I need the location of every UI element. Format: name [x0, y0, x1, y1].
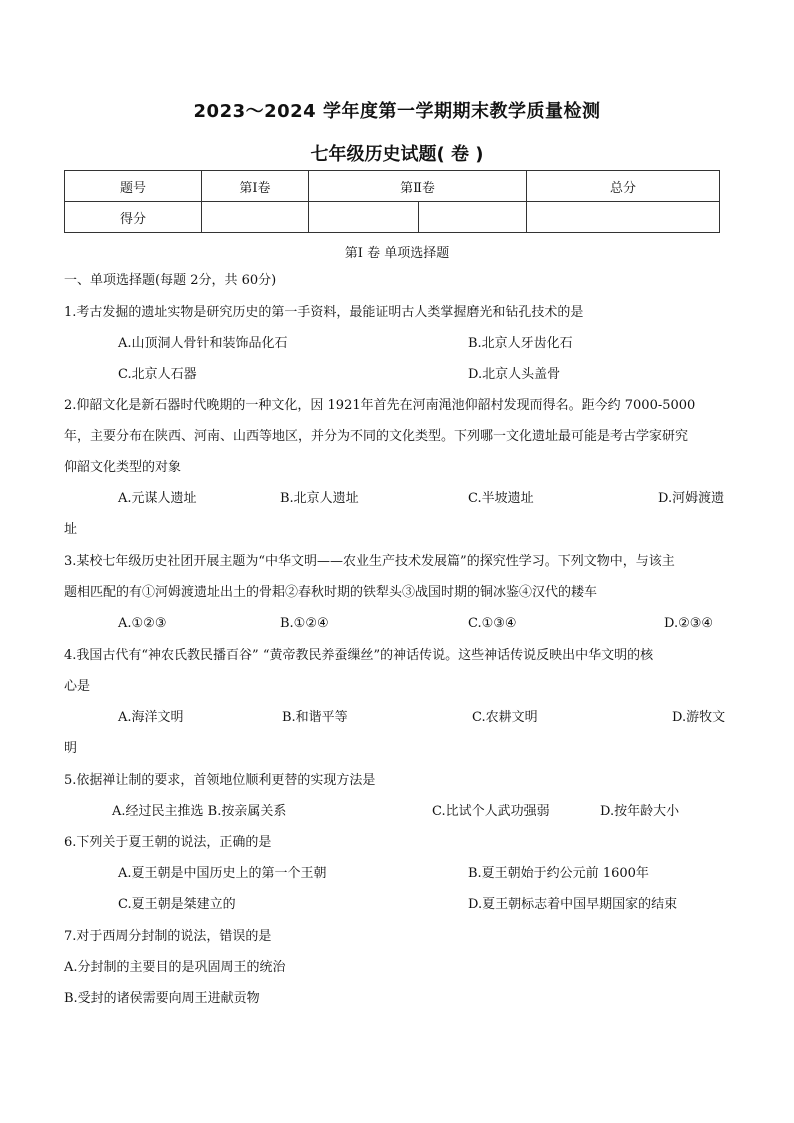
question-stem: 2.仰韶文化是新石器时代晚期的一种文化，因 1921年首先在河南渑池仰韶村发现而得名。距今约 7000-5000: [64, 398, 696, 413]
exam-title: 2023～2024 学年度第一学期期末教学质量检测: [193, 101, 601, 122]
option-d[interactable]: D.河姆渡遗: [658, 491, 725, 506]
option-b[interactable]: B.北京人牙齿化石: [468, 336, 573, 351]
question-stem: 6.下列关于夏王朝的说法，正确的是: [64, 835, 272, 850]
option-d-wrap: 址: [64, 522, 78, 537]
option-d[interactable]: D.北京人头盖骨: [468, 367, 561, 382]
option-a[interactable]: A.元谋人遗址: [118, 491, 197, 506]
option-a[interactable]: A.山顶洞人骨针和装饰品化石: [118, 336, 288, 351]
question-stem: 7.对于西周分封制的说法，错误的是: [64, 929, 272, 944]
question-stem: 1.考古发掘的遗址实物是研究历史的第一手资料，最能证明古人类掌握磨光和钻孔技术的是: [64, 305, 584, 320]
score-table-cell: 题号: [65, 171, 202, 202]
section-label: 第Ⅰ 卷 单项选择题: [344, 246, 450, 261]
option-c[interactable]: C.①③④: [468, 616, 517, 631]
option-c[interactable]: C.农耕文明: [472, 710, 538, 725]
option-c[interactable]: C.比试个人武功强弱: [432, 804, 550, 819]
option-a[interactable]: A.夏王朝是中国历史上的第一个王朝: [118, 866, 327, 881]
option-b[interactable]: B.北京人遗址: [280, 491, 359, 506]
option-ab[interactable]: A.经过民主推选 B.按亲属关系: [112, 804, 287, 819]
question-stem: 仰韶文化类型的对象: [64, 460, 182, 475]
score-table-score-row: [65, 202, 720, 233]
score-input-cell[interactable]: [527, 202, 720, 233]
option-d[interactable]: D.按年龄大小: [600, 804, 680, 819]
option-b[interactable]: B.①②④: [280, 616, 329, 631]
question-stem: 题相匹配的有①河姆渡遗址出土的骨耜②春秋时期的铁犁头③战国时期的铜冰鉴④汉代的耧车: [64, 585, 598, 600]
question-stem: 4.我国古代有“神农氏教民播百谷” “黄帝教民养蚕缫丝”的神话传说。这些神话传说反映出中华文明的核: [64, 648, 654, 663]
option-b[interactable]: B.和谐平等: [282, 710, 348, 725]
option-c[interactable]: C.半坡遗址: [468, 491, 534, 506]
score-input-cell[interactable]: [202, 202, 309, 233]
part-heading: 一、单项选择题(每题 2分，共 60分): [64, 273, 277, 288]
score-table: [64, 170, 720, 233]
option-a[interactable]: A.海洋文明: [118, 710, 184, 725]
score-table-cell: 总分: [527, 171, 720, 202]
option-d[interactable]: D.②③④: [664, 616, 714, 631]
question-stem: 3.某校七年级历史社团开展主题为“中华文明——农业生产技术发展篇”的探究性学习。下列文物中，与该主: [64, 554, 675, 569]
option-d[interactable]: D.夏王朝标志着中国早期国家的结束: [468, 897, 678, 912]
score-table-cell: 得分: [65, 202, 202, 233]
option-c[interactable]: C.夏王朝是桀建立的: [118, 897, 236, 912]
option-b[interactable]: B.受封的诸侯需要向周王进献贡物: [64, 991, 260, 1006]
option-d[interactable]: D.游牧文: [672, 710, 726, 725]
question-stem: 年，主要分布在陕西、河南、山西等地区，并分为不同的文化类型。下列哪一文化遗址最可能是考古学家研究: [64, 429, 689, 444]
exam-subtitle: 七年级历史试题( 卷 ): [310, 144, 484, 165]
score-input-cell[interactable]: [309, 202, 419, 233]
option-a[interactable]: A.分封制的主要目的是巩固周王的统治: [64, 960, 286, 975]
option-b[interactable]: B.夏王朝始于约公元前 1600年: [468, 866, 649, 881]
score-table-header-row: [65, 171, 720, 202]
option-d-wrap: 明: [64, 741, 78, 756]
score-table-cell: 第Ⅰ卷: [202, 171, 309, 202]
option-a[interactable]: A.①②③: [118, 616, 167, 631]
question-stem: 5.依据禅让制的要求，首领地位顺利更替的实现方法是: [64, 773, 376, 788]
question-stem: 心是: [64, 679, 91, 694]
score-input-cell[interactable]: [419, 202, 527, 233]
score-table-cell: 第Ⅱ卷: [309, 171, 527, 202]
option-c[interactable]: C.北京人石器: [118, 367, 197, 382]
